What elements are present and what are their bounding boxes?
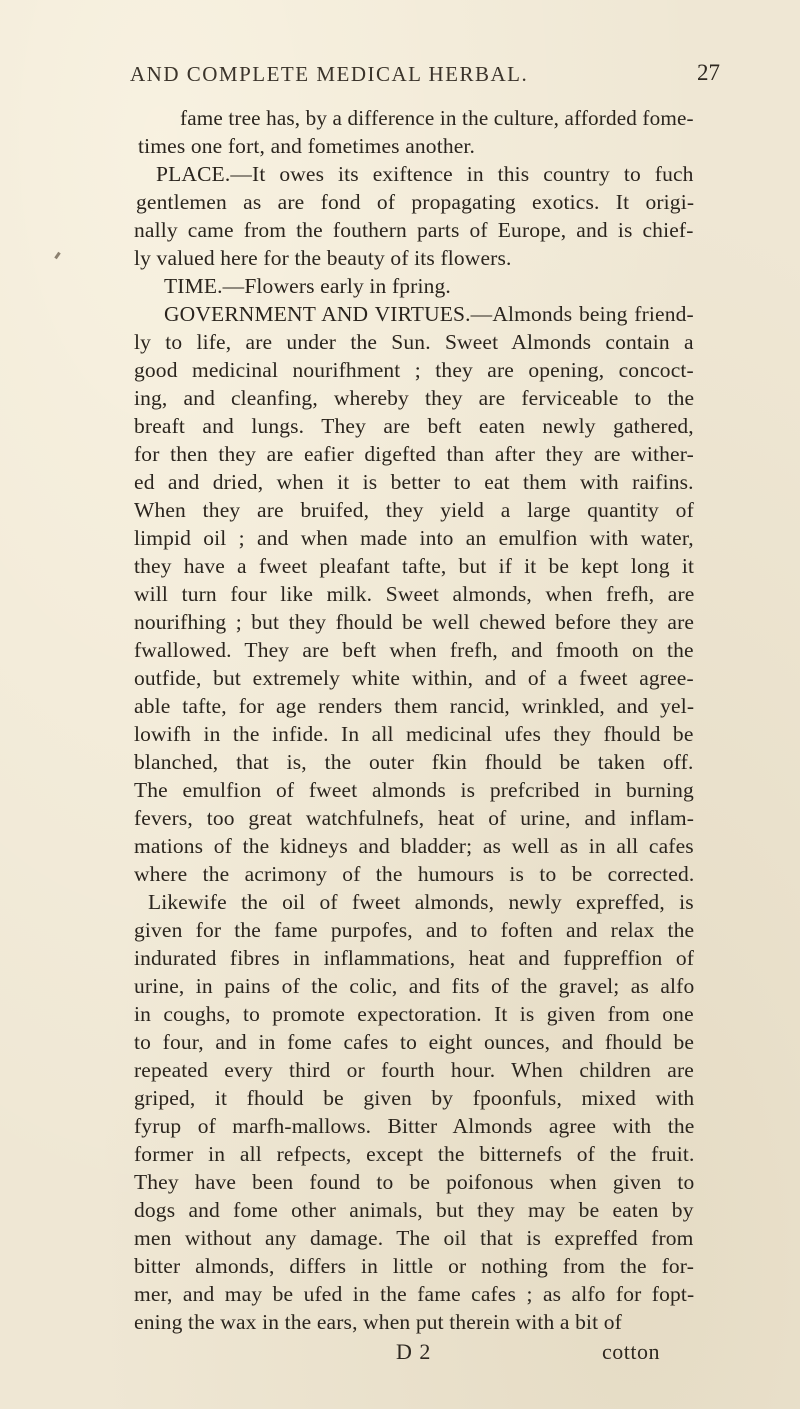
text-line: indurated fibres in inflammations, heat and fuppreffion of	[134, 946, 695, 970]
text-line: dogs and fome other animals, but they may be eaten by	[134, 1198, 694, 1222]
text-line: limpid oil ; and when made into an emulfion with water,	[134, 526, 694, 550]
text-line: fwallowed. They are beft when frefh, and fmooth on the	[134, 638, 694, 662]
text-line: able tafte, for age renders them rancid, wrinkled, and yel-	[134, 694, 695, 718]
page-number: 27	[697, 60, 720, 85]
text-line: When they are bruifed, they yield a large quantity of	[134, 498, 694, 522]
text-line: fyrup of marfh-mallows. Bitter Almonds agree with the	[134, 1114, 695, 1138]
text-line: mations of the kidneys and bladder; as well as in all cafes	[134, 834, 694, 858]
text-line: blanched, that is, the outer fkin fhould be taken off.	[134, 750, 694, 774]
text-line: will turn four like milk. Sweet almonds, when frefh, are	[134, 582, 695, 606]
text-line: for then they are eafier digefted than after they are wither-	[134, 442, 694, 466]
text-line: fame tree has, by a difference in the culture, afforded fome-	[180, 106, 694, 130]
text-line: bitter almonds, differs in little or nothing from the for-	[134, 1254, 694, 1278]
text-line: nally came from the fouthern parts of Europe, and is chief-	[134, 218, 694, 242]
text-line: ening the wax in the ears, when put therein with a bit of	[134, 1310, 622, 1334]
text-line: ing, and cleanfing, whereby they are ferviceable to the	[134, 386, 695, 410]
text-line: GOVERNMENT AND VIRTUES.—Almonds being friend-	[164, 302, 694, 326]
text-line: TIME.—Flowers early in fpring.	[164, 274, 451, 298]
text-line: good medicinal nourifhment ; they are opening, concoct-	[134, 358, 694, 382]
text-line: ly to life, are under the Sun. Sweet Almonds contain a	[134, 330, 694, 354]
text-line: men without any damage. The oil that is expreffed from	[134, 1226, 694, 1250]
text-line: ed and dried, when it is better to eat them with raifins.	[134, 470, 694, 494]
text-line: where the acrimony of the humours is to be corrected.	[134, 862, 695, 886]
text-line: griped, it fhould be given by fpoonfuls, mixed with	[134, 1086, 695, 1110]
text-line: in coughs, to promote expectoration. It is given from one	[134, 1002, 694, 1026]
text-line: fevers, too great watchfulnefs, heat of urine, and inflam-	[134, 806, 695, 830]
running-title: AND COMPLETE MEDICAL HERBAL.	[130, 62, 529, 86]
catchword: cotton	[602, 1339, 660, 1364]
text-line: ly valued here for the beauty of its flowers.	[134, 246, 512, 270]
text-line: times one fort, and fometimes another.	[138, 134, 476, 158]
text-line: PLACE.—It owes its exiftence in this country to fuch	[156, 162, 694, 186]
text-line: they have a fweet pleafant tafte, but if it be kept long it	[134, 554, 695, 578]
text-line: gentlemen as are fond of propagating exotics. It origi-	[136, 190, 695, 214]
signature-mark: D 2	[396, 1339, 432, 1364]
text-line: urine, in pains of the colic, and fits of the gravel; as alfo	[134, 974, 695, 998]
text-line: nourifhing ; but they fhould be well chewed before they are	[134, 610, 695, 634]
text-line: Likewife the oil of fweet almonds, newly expreffed, is	[148, 890, 694, 914]
text-line: The emulfion of fweet almonds is prefcribed in burning	[134, 778, 694, 802]
text-line: They have been found to be poifonous when given to	[134, 1170, 695, 1194]
text-line: repeated every third or fourth hour. When children are	[134, 1058, 694, 1082]
text-line: breaft and lungs. They are beft eaten newly gathered,	[134, 414, 694, 438]
text-line: outfide, but extremely white within, and of a fweet agree-	[134, 666, 694, 690]
text-line: to four, and in fome cafes to eight ounces, and fhould be	[134, 1030, 695, 1054]
text-line: former in all refpects, except the bitternefs of the fruit.	[134, 1142, 695, 1166]
text-line: lowifh in the infide. In all medicinal ufes they fhould be	[134, 722, 694, 746]
text-line: given for the fame purpofes, and to foften and relax the	[134, 918, 695, 942]
text-line: mer, and may be ufed in the fame cafes ; as alfo for fopt-	[134, 1282, 695, 1306]
margin-mark	[54, 252, 60, 259]
